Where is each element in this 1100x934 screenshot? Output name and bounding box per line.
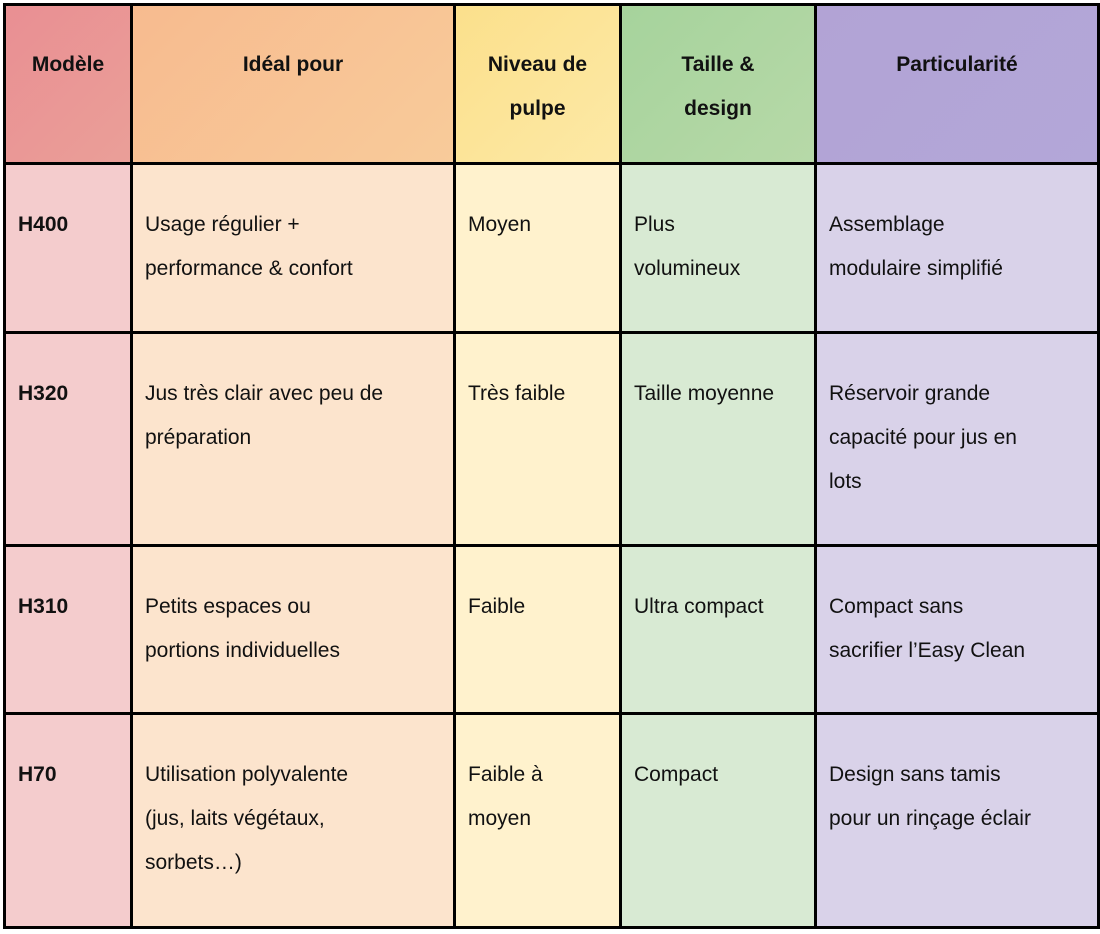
cell-line: Faible xyxy=(468,595,526,618)
cell-line: sacrifier l’Easy Clean xyxy=(829,639,1026,662)
cell-line: (jus, laits végétaux, xyxy=(145,807,325,830)
cell-line: modulaire simplifié xyxy=(829,257,1003,280)
table-row xyxy=(5,546,1099,714)
model-name: H310 xyxy=(18,595,69,618)
cell-line: Compact xyxy=(634,763,719,786)
cell-model xyxy=(5,714,132,928)
header-ideal-for-label: Idéal pour xyxy=(242,53,344,76)
cell-line: capacité pour jus en xyxy=(829,426,1017,449)
cell-size-design xyxy=(621,714,816,928)
header-size-design xyxy=(621,5,816,164)
header-pulp-level-line-1: Niveau de xyxy=(487,53,588,76)
header-size-design-line-1: Taille & xyxy=(681,53,755,76)
cell-line: performance & confort xyxy=(145,257,353,280)
cell-feature xyxy=(816,714,1099,928)
table-row xyxy=(5,714,1099,928)
cell-line: portions individuelles xyxy=(145,639,340,662)
header-model xyxy=(5,5,132,164)
header-row xyxy=(5,5,1099,164)
header-pulp-level-line-2: pulpe xyxy=(509,97,566,120)
cell-line: Usage régulier + xyxy=(145,213,300,236)
cell-line: préparation xyxy=(145,426,252,449)
cell-feature xyxy=(816,164,1099,333)
cell-line: lots xyxy=(829,470,862,493)
cell-line: Utilisation polyvalente xyxy=(145,763,349,786)
cell-ideal-for xyxy=(132,333,455,546)
cell-size-design xyxy=(621,333,816,546)
cell-line: moyen xyxy=(468,807,532,830)
cell-line: Moyen xyxy=(468,213,532,236)
header-feature xyxy=(816,5,1099,164)
cell-feature xyxy=(816,546,1099,714)
cell-size-design xyxy=(621,546,816,714)
cell-pulp-level xyxy=(455,164,621,333)
cell-ideal-for xyxy=(132,546,455,714)
header-size-design-line-2: design xyxy=(684,97,752,120)
cell-pulp-level xyxy=(455,546,621,714)
cell-model xyxy=(5,164,132,333)
cell-line: Ultra compact xyxy=(634,595,764,618)
header-pulp-level xyxy=(455,5,621,164)
table-row xyxy=(5,333,1099,546)
cell-line: Réservoir grande xyxy=(829,382,991,405)
model-name: H400 xyxy=(18,213,69,236)
header-model-label: Modèle xyxy=(31,53,105,76)
model-name: H70 xyxy=(18,763,57,786)
cell-line: Assemblage xyxy=(829,213,945,236)
cell-ideal-for xyxy=(132,714,455,928)
model-name: H320 xyxy=(18,382,69,405)
comparison-table xyxy=(3,3,1100,929)
cell-pulp-level xyxy=(455,333,621,546)
cell-line: pour un rinçage éclair xyxy=(829,807,1031,830)
cell-line: Très faible xyxy=(468,382,566,405)
cell-size-design xyxy=(621,164,816,333)
cell-line: Petits espaces ou xyxy=(145,595,311,618)
cell-line: Taille moyenne xyxy=(634,382,775,405)
cell-line: sorbets…) xyxy=(145,851,242,874)
cell-line: Design sans tamis xyxy=(829,763,1001,786)
cell-line: volumineux xyxy=(634,257,741,280)
header-feature-label: Particularité xyxy=(896,53,1018,76)
cell-line: Faible à xyxy=(468,763,543,786)
cell-pulp-level xyxy=(455,714,621,928)
cell-line: Jus très clair avec peu de xyxy=(145,382,384,405)
table-row xyxy=(5,164,1099,333)
cell-line: Plus xyxy=(634,213,675,236)
cell-line: Compact sans xyxy=(829,595,964,618)
cell-feature xyxy=(816,333,1099,546)
cell-model xyxy=(5,333,132,546)
cell-ideal-for xyxy=(132,164,455,333)
header-ideal-for xyxy=(132,5,455,164)
cell-model xyxy=(5,546,132,714)
